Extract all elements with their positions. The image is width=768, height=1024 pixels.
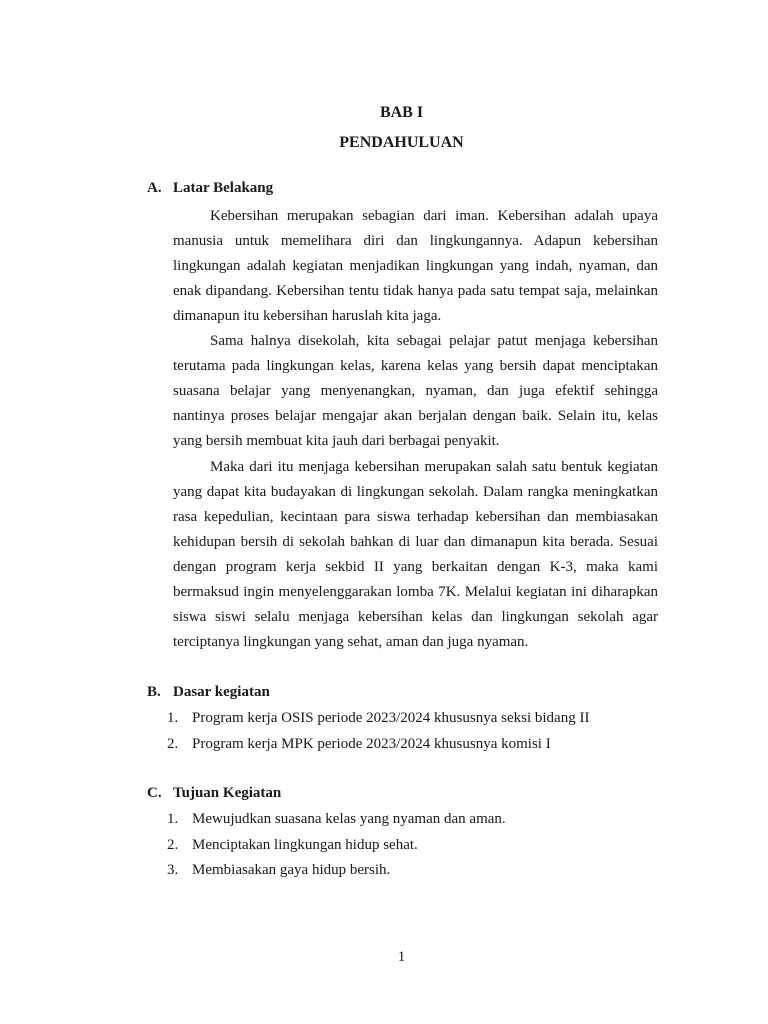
list-item: [167, 706, 589, 732]
section-letter: C.: [147, 785, 162, 801]
section-heading-dasar-kegiatan: [147, 684, 270, 701]
list-number: 2.: [167, 735, 179, 752]
tujuan-kegiatan-list: [167, 807, 506, 884]
list-number: 1.: [167, 710, 179, 726]
list-item: [167, 833, 506, 859]
dasar-kegiatan-list: [167, 706, 589, 757]
section-title: Latar Belakang: [173, 180, 274, 196]
section-letter: A.: [147, 180, 162, 196]
list-text: Membiasakan gaya hidup bersih.: [192, 862, 391, 878]
list-text: Mewujudkan suasana kelas yang nyaman dan aman.: [192, 811, 506, 827]
list-number: 1.: [167, 811, 179, 827]
chapter-title: PENDAHULUAN: [339, 134, 464, 151]
paragraph: Maka dari itu menjaga kebersihan merupakan salah satu bentuk kegiatan yang dapat kita budayakan di lingkungan sekolah. Dalam rangka meningkatkan rasa kepedulian, kecintaan para siswa terhadap kebersihan dan membiasakan kehidupan bersih di sekolah bahkan di luar dan dimanapun kita berada. Sesuai dengan program kerja sekbid II yang berkaitan dengan K-3, maka kami bermaksud ingin menyelenggarakan lomba 7K. Melalui kegiatan ini diharapkan siswa siswi selalu menjaga kebersihan kelas dan lingkungan sekolah agar terciptanya lingkungan yang sehat, aman dan juga nyaman.: [173, 459, 658, 650]
section-heading-tujuan-kegiatan: [147, 785, 281, 802]
list-item: [167, 732, 589, 758]
list-text: Program kerja OSIS periode 2023/2024 khususnya seksi bidang II: [192, 710, 590, 726]
list-number: 2.: [167, 836, 179, 853]
paragraph: Sama halnya disekolah, kita sebagai pelajar patut menjaga kebersihan terutama pada lingkungan kelas, karena kelas yang bersih dapat menciptakan suasana belajar yang menyenangkan, nyaman, dan juga efektif sehingga nantinya proses belajar mengajar akan berjalan dengan baik. Selain itu, kelas yang bersih membuat kita jauh dari berbagai penyakit.: [173, 333, 658, 449]
list-text: Menciptakan lingkungan hidup sehat.: [192, 836, 418, 853]
page-number: 1: [397, 949, 406, 965]
paragraph: Kebersihan merupakan sebagian dari iman. Kebersihan adalah upaya manusia untuk memelihara diri dan lingkungannya. Adapun kebersihan lingkungan adalah kegiatan menjadikan lingkungan yang indah, nyaman, dan enak dipandang. Kebersihan tentu tidak hanya pada satu tempat saja, melainkan dimanapun itu kebersihan haruslah kita jaga.: [173, 208, 658, 324]
section-heading-latar-belakang: [147, 180, 273, 197]
list-number: 3.: [167, 862, 179, 878]
section-letter: B.: [147, 684, 161, 700]
list-item: [167, 807, 506, 833]
list-text: Program kerja MPK periode 2023/2024 khususnya komisi I: [192, 735, 551, 752]
section-title: Tujuan Kegiatan: [173, 785, 282, 801]
chapter-number: BAB I: [379, 104, 424, 121]
section-title: Dasar kegiatan: [173, 684, 270, 700]
list-item: [167, 858, 506, 884]
